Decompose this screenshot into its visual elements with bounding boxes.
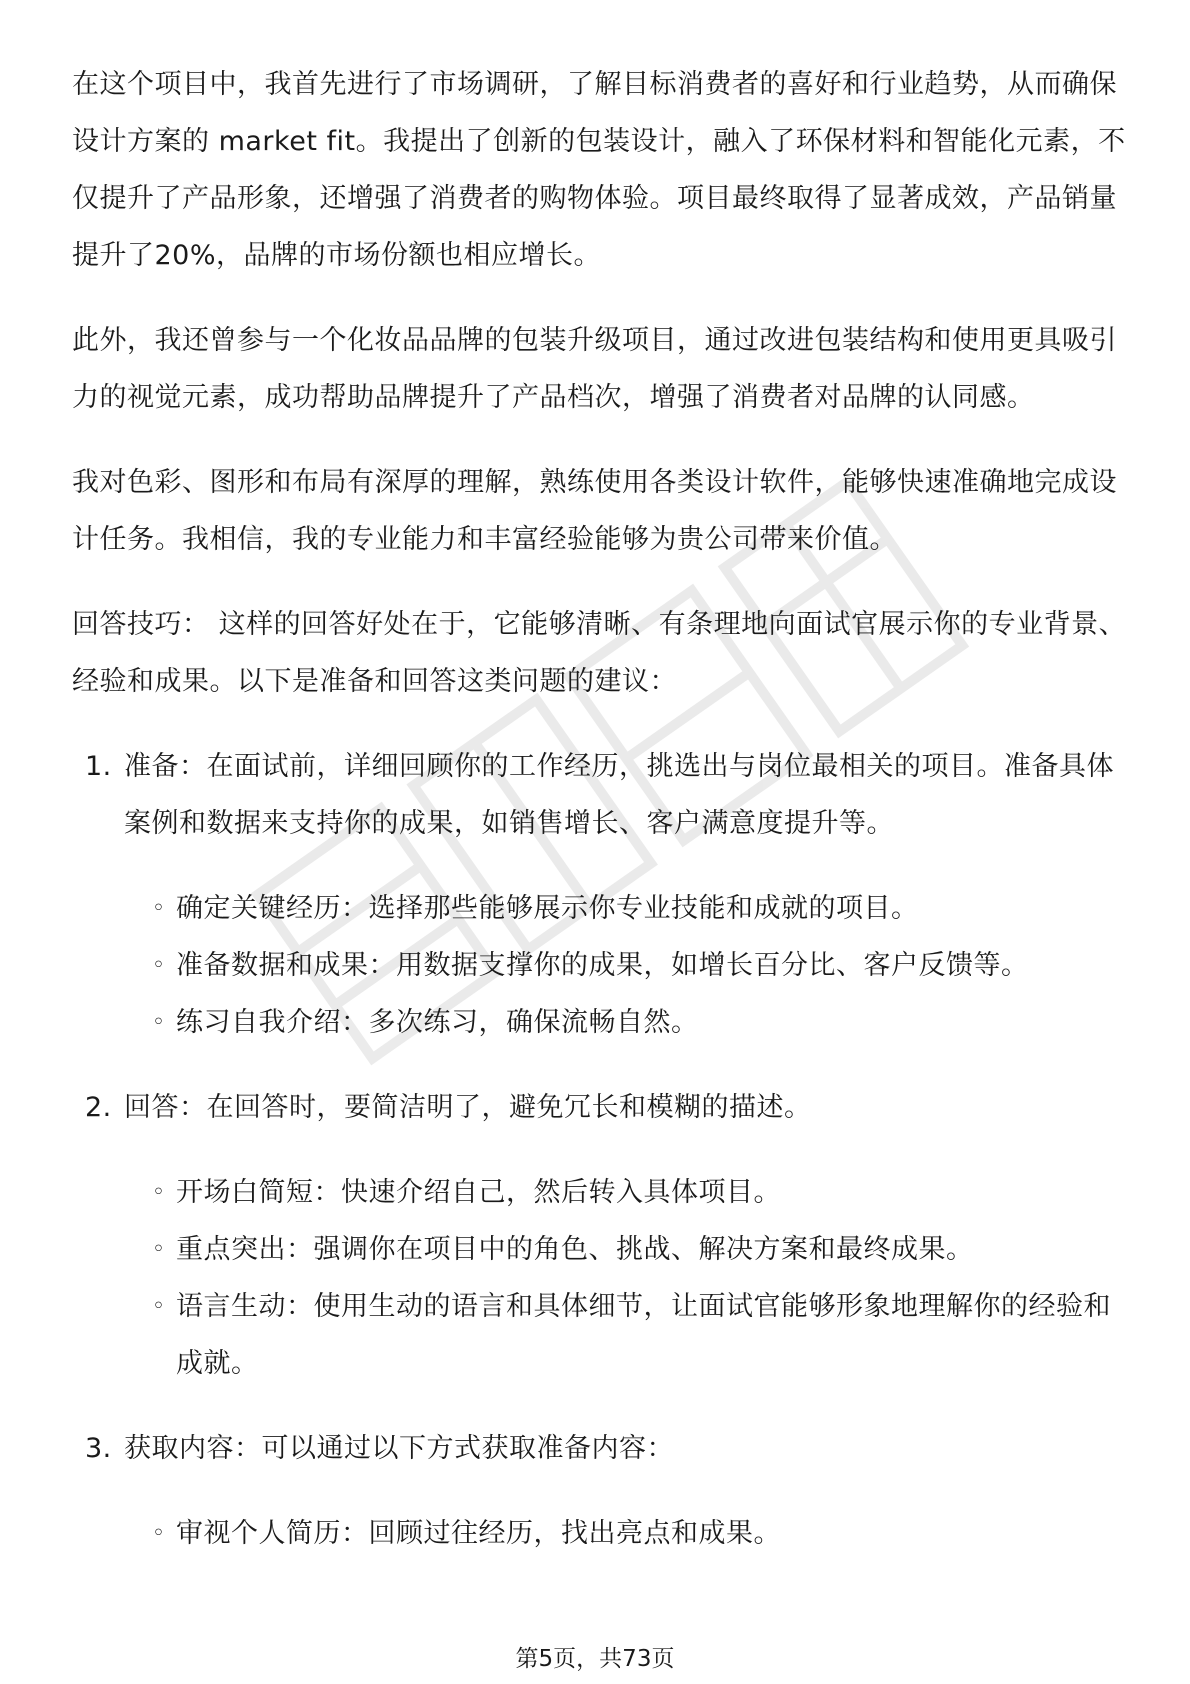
list-item-text: 获取内容：可以通过以下方式获取准备内容： (124, 1433, 674, 1464)
paragraph-skills: 我对色彩、图形和布局有深厚的理解，熟练使用各类设计软件，能够快速准确地完成设计任务。我相信，我的专业能力和丰富经验能够为贵公司带来价值。 (72, 467, 1117, 555)
tips-list (72, 738, 1132, 1562)
bullet-icon: ◦ (152, 1521, 166, 1546)
list-number: 3. (85, 1433, 112, 1464)
sublist-item (124, 880, 1132, 937)
list-number: 2. (85, 1092, 112, 1123)
sublist-item-text: 开场白简短：快速介绍自己，然后转入具体项目。 (176, 1177, 781, 1208)
page-footer: 第5页，共73页 (515, 1646, 675, 1672)
bullet-icon: ◦ (152, 1010, 166, 1035)
sublist-item (124, 994, 1132, 1051)
sublist-obtain (124, 1505, 1132, 1562)
bullet-icon: ◦ (152, 1180, 166, 1205)
sublist-item (124, 1221, 1132, 1278)
paragraph-project-detail: 在这个项目中，我首先进行了市场调研，了解目标消费者的喜好和行业趋势，从而确保设计方案的 market fit。我提出了创新的包装设计，融入了环保材料和智能化元素，不仅提升了产品形象，还增强了消费者的购物体验。项目最终取得了显著成效，产品销量提升了20%，品牌的市场份额也相应增长。 (72, 69, 1126, 271)
sublist-item (124, 1505, 1132, 1562)
sublist-answer (124, 1164, 1132, 1392)
list-item-text: 准备：在面试前，详细回顾你的工作经历，挑选出与岗位最相关的项目。准备具体案例和数据来支持你的成果，如销售增长、客户满意度提升等。 (124, 751, 1114, 839)
list-number: 1. (85, 751, 112, 782)
document-body (72, 56, 1132, 1590)
paragraph-answer-tips: 回答技巧： 这样的回答好处在于，它能够清晰、有条理地向面试官展示你的专业背景、经验和成果。以下是准备和回答这类问题的建议： (72, 609, 1127, 697)
sublist-item-text: 语言生动：使用生动的语言和具体细节，让面试官能够形象地理解你的经验和成就。 (176, 1291, 1111, 1379)
sublist-item (124, 1278, 1132, 1392)
sublist-prepare (124, 880, 1132, 1051)
sublist-item-text: 确定关键经历：选择那些能够展示你专业技能和成就的项目。 (176, 893, 919, 924)
sublist-item-text: 练习自我介绍：多次练习，确保流畅自然。 (176, 1007, 699, 1038)
bullet-icon: ◦ (152, 1294, 166, 1319)
sublist-item (124, 937, 1132, 994)
list-item-answer (72, 1079, 1132, 1392)
sublist-item (124, 1164, 1132, 1221)
list-item-obtain (72, 1420, 1132, 1562)
bullet-icon: ◦ (152, 896, 166, 921)
bullet-icon: ◦ (152, 1237, 166, 1262)
sublist-item-text: 审视个人简历：回顾过往经历，找出亮点和成果。 (176, 1518, 781, 1549)
list-item-text: 回答：在回答时，要简洁明了，避免冗长和模糊的描述。 (124, 1092, 812, 1123)
sublist-item-text: 重点突出：强调你在项目中的角色、挑战、解决方案和最终成果。 (176, 1234, 974, 1265)
bullet-icon: ◦ (152, 953, 166, 978)
sublist-item-text: 准备数据和成果：用数据支撑你的成果，如增长百分比、客户反馈等。 (176, 950, 1029, 981)
paragraph-cosmetics-project: 此外，我还曾参与一个化妆品品牌的包装升级项目，通过改进包装结构和使用更具吸引力的视觉元素，成功帮助品牌提升了产品档次，增强了消费者对品牌的认同感。 (72, 325, 1117, 413)
list-item-prepare (72, 738, 1132, 1051)
